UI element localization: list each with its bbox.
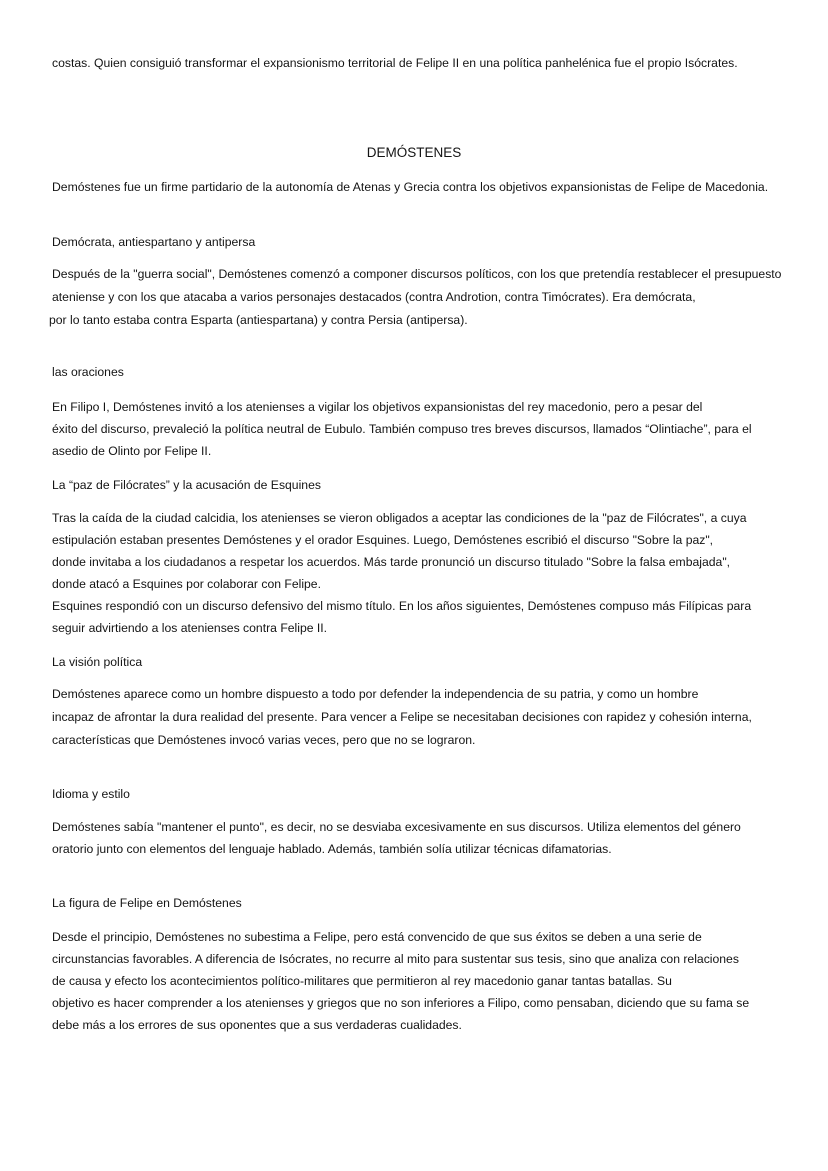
- paragraph-line: objetivo es hacer comprender a los atenienses y griegos que no son inferiores a Filipo, como pensaban, diciendo que su fama se: [52, 996, 750, 1010]
- section-heading: Idioma y estilo: [52, 787, 130, 801]
- page-title: DEMÓSTENES: [366, 145, 462, 160]
- intro-line: costas. Quien consiguió transformar el expansionismo territorial de Felipe II en una política panhelénica fue el propio Isócrates.: [52, 56, 738, 70]
- section-heading: La visión política: [52, 655, 143, 669]
- paragraph-line: oratorio junto con elementos del lenguaje hablado. Además, también solía utilizar técnicas difamatorias.: [52, 842, 612, 856]
- paragraph-line: Esquines respondió con un discurso defensivo del mismo título. En los años siguientes, Demóstenes compuso más Filípicas para: [52, 599, 752, 613]
- paragraph-line: debe más a los errores de sus oponentes que a sus verdaderas cualidades.: [52, 1018, 462, 1032]
- paragraph-line: Después de la "guerra social", Demóstenes comenzó a componer discursos políticos, con los que pretendía restablecer el presupuesto: [52, 267, 782, 281]
- section-heading: La figura de Felipe en Demóstenes: [52, 896, 242, 910]
- paragraph-line: En Filipo I, Demóstenes invitó a los atenienses a vigilar los objetivos expansionistas del rey macedonio, pero a pesar del: [52, 400, 703, 414]
- paragraph-line: ateniense y con los que atacaba a varios personajes destacados (contra Androtion, contra Timócrates). Era demócrata,: [52, 290, 696, 304]
- paragraph-line: circunstancias favorables. A diferencia de Isócrates, no recurre al mito para sustentar sus tesis, sino que analiza con relaciones: [52, 952, 739, 966]
- paragraph-line: donde invitaba a los ciudadanos a respetar los acuerdos. Más tarde pronunció un discurso titulado "Sobre la falsa embajada",: [52, 555, 731, 569]
- summary-line: Demóstenes fue un firme partidario de la autonomía de Atenas y Grecia contra los objetivos expansionistas de Felipe de Macedonia.: [52, 180, 769, 194]
- paragraph-line: Demóstenes sabía "mantener el punto", es decir, no se desviaba excesivamente en sus discursos. Utiliza elementos del género: [52, 820, 741, 834]
- paragraph-line: características que Demóstenes invocó varias veces, pero que no se lograron.: [52, 733, 476, 747]
- paragraph-line: incapaz de afrontar la dura realidad del presente. Para vencer a Felipe se necesitaban decisiones con rapidez y cohesión interna,: [52, 710, 752, 724]
- paragraph-line: asedio de Olinto por Felipe II.: [52, 444, 212, 458]
- section-heading: las oraciones: [52, 365, 124, 379]
- paragraph-line: de causa y efecto los acontecimientos político-militares que permitieron al rey macedonio ganar tantas batallas. Su: [52, 974, 672, 988]
- paragraph-line: Tras la caída de la ciudad calcidia, los atenienses se vieron obligados a aceptar las condiciones de la "paz de Filócrates", a cuya: [52, 511, 747, 525]
- section-heading: La “paz de Filócrates” y la acusación de Esquines: [52, 478, 321, 492]
- paragraph-line: donde atacó a Esquines por colaborar con Felipe.: [52, 577, 321, 591]
- paragraph-line: Desde el principio, Demóstenes no subestima a Felipe, pero está convencido de que sus éxitos se deben a una serie de: [52, 930, 702, 944]
- paragraph-line: éxito del discurso, prevaleció la política neutral de Eubulo. También compuso tres breves discursos, llamados “Olintiache”, para el: [52, 422, 752, 436]
- paragraph-line: estipulación estaban presentes Demóstenes y el orador Esquines. Luego, Demóstenes escribió el discurso "Sobre la paz",: [52, 533, 714, 547]
- paragraph-line: seguir advirtiendo a los atenienses contra Felipe II.: [52, 621, 328, 635]
- section-heading: Demócrata, antiespartano y antipersa: [52, 235, 256, 249]
- paragraph-line: por lo tanto estaba contra Esparta (antiespartana) y contra Persia (antipersa).: [49, 313, 468, 327]
- paragraph-line: Demóstenes aparece como un hombre dispuesto a todo por defender la independencia de su patria, y como un hombre: [52, 687, 699, 701]
